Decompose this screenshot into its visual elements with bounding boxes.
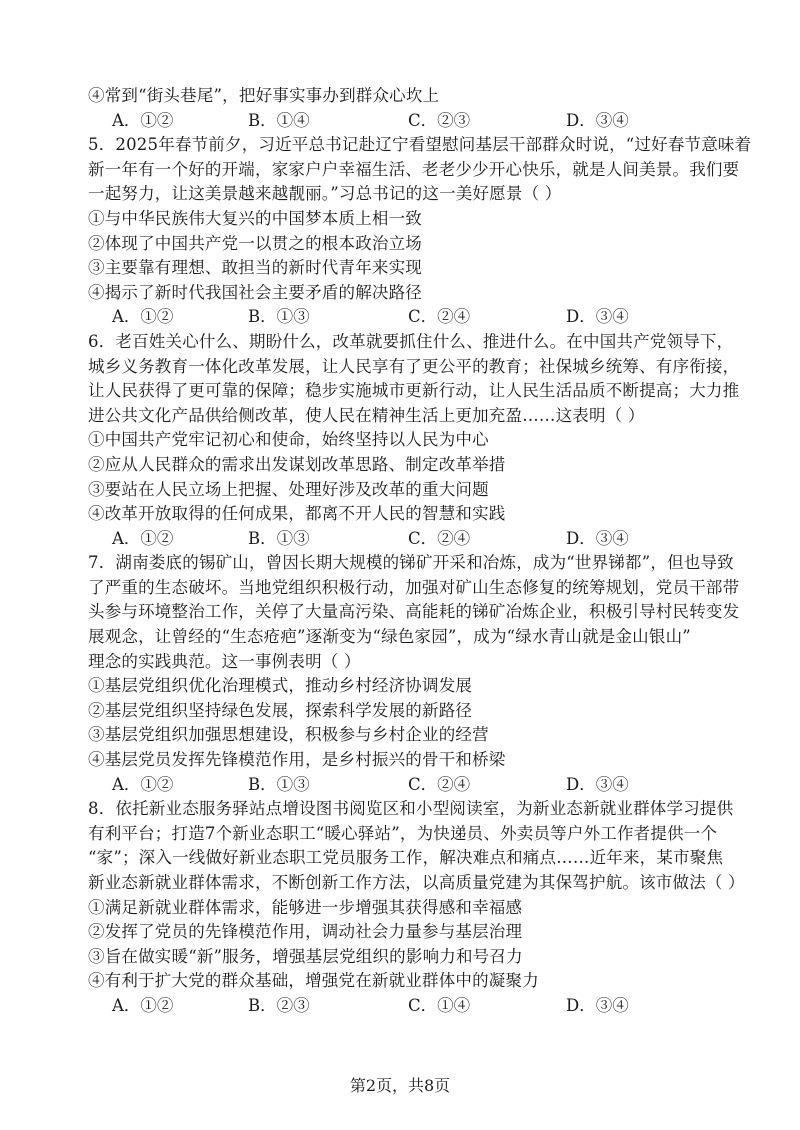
choice-line: ④揭示了新时代我国社会主要矛盾的解决路径 [88, 282, 422, 302]
question-stem-line: 6．老百姓关心什么、期盼什么，改革就要抓住什么、推进什么。在中国共产党领导下， [88, 331, 734, 351]
choice-line: ①基层党组织优化治理模式，推动乡村经济协调发展 [88, 676, 473, 696]
question-stem-line: 有利平台；打造7个新业态职工“暖心驿站”，为快递员、外卖员等户外工作者提供一个 [88, 823, 718, 843]
choice-line: ③基层党组织加强思想建设，积极参与乡村企业的经营 [88, 725, 489, 745]
option-d: D．③④ [566, 774, 629, 794]
question-stem-line: 8．依托新业态服务驿站点增设图书阅览区和小型阅读室，为新业态新就业群体学习提供 [88, 799, 734, 819]
option-d: D．③④ [566, 528, 629, 548]
option-d: D．③④ [566, 307, 629, 327]
option-c: C．②④ [408, 307, 471, 327]
question-stem-line: 理念的实践典范。这一事例表明（ ） [88, 651, 361, 671]
choice-line: ③要站在人民立场上把握、处理好涉及改革的重大问题 [88, 479, 489, 499]
option-b: B．①④ [248, 110, 310, 130]
question-stem-line: 让人民获得了更可靠的保障；稳步实施城市更新行动，让人民生活品质不断提高；大力推 [88, 381, 740, 401]
choice-line: ②应从人民群众的需求出发谋划改革思路、制定改革举措 [88, 454, 506, 474]
question-stem-line: 头参与环境整治工作，关停了大量高污染、高能耗的锑矿冶炼企业，积极引导村民转变发 [88, 602, 740, 622]
choice-line: ②发挥了党员的先锋模范作用，调动社会力量参与基层治理 [88, 922, 523, 942]
question-stem-line: 新业态新就业群体需求，不断创新工作方法，以高质量党建为其保驾护航。该市做法（ ） [88, 873, 745, 892]
answer-options [88, 994, 728, 1019]
choice-line: ④有利于扩大党的群众基础，增强党在新就业群体中的凝聚力 [88, 971, 539, 991]
answer-options [88, 305, 728, 330]
option-b: B．①③ [248, 774, 310, 794]
option-c: C．①④ [408, 995, 471, 1015]
option-d: D．③④ [566, 110, 629, 130]
question-8 [88, 797, 745, 1018]
option-c: C．②④ [408, 774, 471, 794]
question-7 [88, 551, 740, 797]
answer-options [88, 527, 728, 552]
choice-line: ①满足新就业群体需求，能够进一步增强其获得感和幸福感 [88, 897, 523, 917]
answer-options [88, 773, 728, 798]
choice-line: ②基层党组织坚持绿色发展，探索科学发展的新路径 [88, 700, 473, 720]
option-a: A．①② [112, 528, 174, 548]
question-5 [88, 133, 752, 330]
option-b: B．②③ [248, 995, 310, 1015]
question-stem-line: 进公共文化产品供给侧改革，使人民在精神生活上更加充盈……这表明（ ） [88, 405, 645, 425]
option-a: A．①② [112, 110, 174, 130]
option-a: A．①② [112, 774, 174, 794]
option-a: A．①② [112, 307, 174, 327]
page-number-footer: 第2页，共8页 [349, 1076, 451, 1095]
option-b: B．①③ [248, 307, 310, 327]
option-b: B．①③ [248, 528, 310, 548]
choice-line: ②体现了中国共产党一以贯之的根本政治立场 [88, 233, 422, 253]
choice-line: ③主要靠有理想、敢担当的新时代青年来实现 [88, 258, 422, 278]
choice-line: ④基层党员发挥先锋模范作用，是乡村振兴的骨干和桥梁 [88, 750, 506, 770]
option-d: D．③④ [566, 995, 629, 1015]
choice-line: ③旨在做实暖“新”服务，增强基层党组织的影响力和号召力 [88, 946, 523, 966]
question-stem-line: 5．2025年春节前夕，习近平总书记赴辽宁看望慰问基层干部群众时说，“过好春节意味着 [88, 135, 752, 155]
choice-line: ④改革开放取得的任何成果，都离不开人民的智慧和实践 [88, 504, 506, 524]
question-stem-line: 展观念，让曾经的“生态疮疤”逐渐变为“绿色家园”，成为“绿水青山就是金山银山” [88, 627, 691, 647]
question-stem-line: “家”；深入一线做好新业态职工党员服务工作，解决难点和痛点……近年来，某市聚焦 [88, 848, 724, 868]
question-stem-line: 一起努力，让这美景越来越靓丽。”习总书记的这一美好愿景（ ） [88, 184, 562, 204]
choice-line: ①与中华民族伟大复兴的中国梦本质上相一致 [88, 208, 422, 228]
question-stem-line: 城乡义务教育一体化改革发展，让人民享有了更公平的教育；社保城乡统筹、有序衔接， [88, 356, 740, 376]
choice-line: ①中国共产党牢记初心和使命，始终坚持以人民为中心 [88, 430, 489, 450]
option-a: A．①② [112, 995, 174, 1015]
answer-options [88, 109, 728, 134]
option-c: C．②④ [408, 528, 471, 548]
question-list [88, 84, 752, 1019]
question-6 [88, 330, 740, 551]
option-c: C．②③ [408, 110, 471, 130]
question-stem-line: 新一年有一个好的开端，家家户户幸福生活、老老少少开心快乐，就是人间美景。我们要 [88, 159, 740, 179]
question-stem-line: 了严重的生态破坏。当地党组织积极行动，加强对矿山生态修复的统筹规划，党员干部带 [88, 577, 740, 597]
question-stem-line: 7．湖南娄底的锡矿山，曾因长期大规模的锑矿开采和冶炼，成为“世界锑都”，但也导致 [88, 553, 734, 573]
choice-line: ④常到“街头巷尾”，把好事实事办到群众心坎上 [88, 86, 440, 105]
